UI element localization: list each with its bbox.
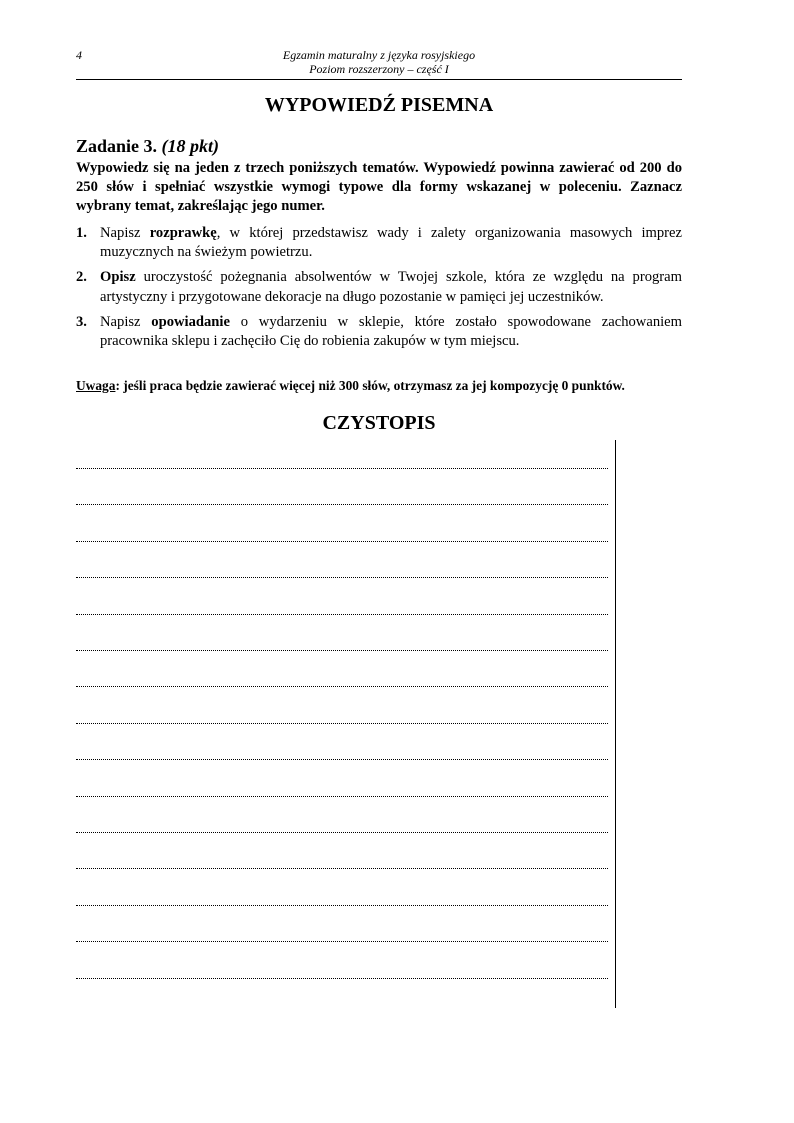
topic-item[interactable] bbox=[76, 313, 682, 351]
page-header bbox=[76, 46, 682, 80]
writing-line[interactable] bbox=[76, 541, 608, 542]
topic-text-pre: Napisz bbox=[100, 225, 150, 241]
topic-text-post: , w której przedstawisz wady i zalety organizowania masowych imprez muzycznych na świeżym powietrzu. bbox=[100, 225, 682, 261]
note-label: Uwaga bbox=[76, 378, 116, 393]
page-number: 4 bbox=[76, 48, 82, 62]
task-label: Zadanie 3. bbox=[76, 136, 158, 156]
writing-line[interactable] bbox=[76, 978, 608, 979]
topic-item[interactable] bbox=[76, 268, 682, 306]
exam-name: Egzamin maturalny z języka rosyjskiego bbox=[282, 48, 476, 62]
writing-line[interactable] bbox=[76, 723, 608, 724]
writing-line[interactable] bbox=[76, 759, 608, 760]
topic-form: rozprawkę bbox=[149, 225, 217, 241]
writing-line[interactable] bbox=[76, 577, 608, 578]
margin-line bbox=[615, 440, 616, 1008]
writing-line[interactable] bbox=[76, 686, 608, 687]
topic-number[interactable]: 3. bbox=[76, 313, 87, 330]
topic-text-post: o wydarzeniu w sklepie, które zostało spowodowane zachowaniem pracownika sklepu i zachęciło Cię do robienia zakupów w tym miejscu. bbox=[100, 313, 682, 350]
section-title: WYPOWIEDŹ PISEMNA bbox=[264, 94, 494, 116]
task-points: (18 pkt) bbox=[161, 136, 220, 156]
writing-line[interactable] bbox=[76, 650, 608, 651]
topic-item[interactable] bbox=[76, 224, 682, 262]
exam-header bbox=[76, 48, 682, 76]
note-text: : jeśli praca będzie zawierać więcej niż 300 słów, otrzymasz za jej kompozycję 0 punktów. bbox=[115, 378, 625, 393]
task-instructions: Wypowiedz się na jeden z trzech poniższych tematów. Wypowiedź powinna zawierać od 200 do 250 słów i spełniać wszystkie wymogi typowe dla formy wskazanej w poleceniu. Zaznacz wybrany temat, zakreślając jego numer. bbox=[76, 160, 682, 215]
clean-copy-title: CZYSTOPIS bbox=[322, 412, 436, 434]
writing-line[interactable] bbox=[76, 796, 608, 797]
topic-number[interactable]: 1. bbox=[76, 225, 87, 241]
writing-line[interactable] bbox=[76, 832, 608, 833]
topic-form: Opisz bbox=[100, 269, 136, 286]
topic-number[interactable]: 2. bbox=[76, 269, 87, 286]
exam-level: Poziom rozszerzony – część I bbox=[309, 62, 449, 76]
writing-line[interactable] bbox=[76, 868, 608, 869]
topic-list bbox=[76, 224, 682, 357]
topic-text-pre: Napisz bbox=[100, 313, 152, 330]
task-title bbox=[76, 136, 219, 157]
writing-line[interactable] bbox=[76, 504, 608, 505]
topic-form: opowiadanie bbox=[151, 313, 230, 330]
writing-line[interactable] bbox=[76, 905, 608, 906]
writing-line[interactable] bbox=[76, 468, 608, 469]
writing-line[interactable] bbox=[76, 614, 608, 615]
note bbox=[76, 378, 682, 394]
writing-line[interactable] bbox=[76, 941, 608, 942]
topic-text-post: uroczystość pożegnania absolwentów w Twojej szkole, która ze względu na program artystyczny i przygotowane dekoracje na długo pozostanie w pamięci jej uczestników. bbox=[100, 269, 682, 305]
